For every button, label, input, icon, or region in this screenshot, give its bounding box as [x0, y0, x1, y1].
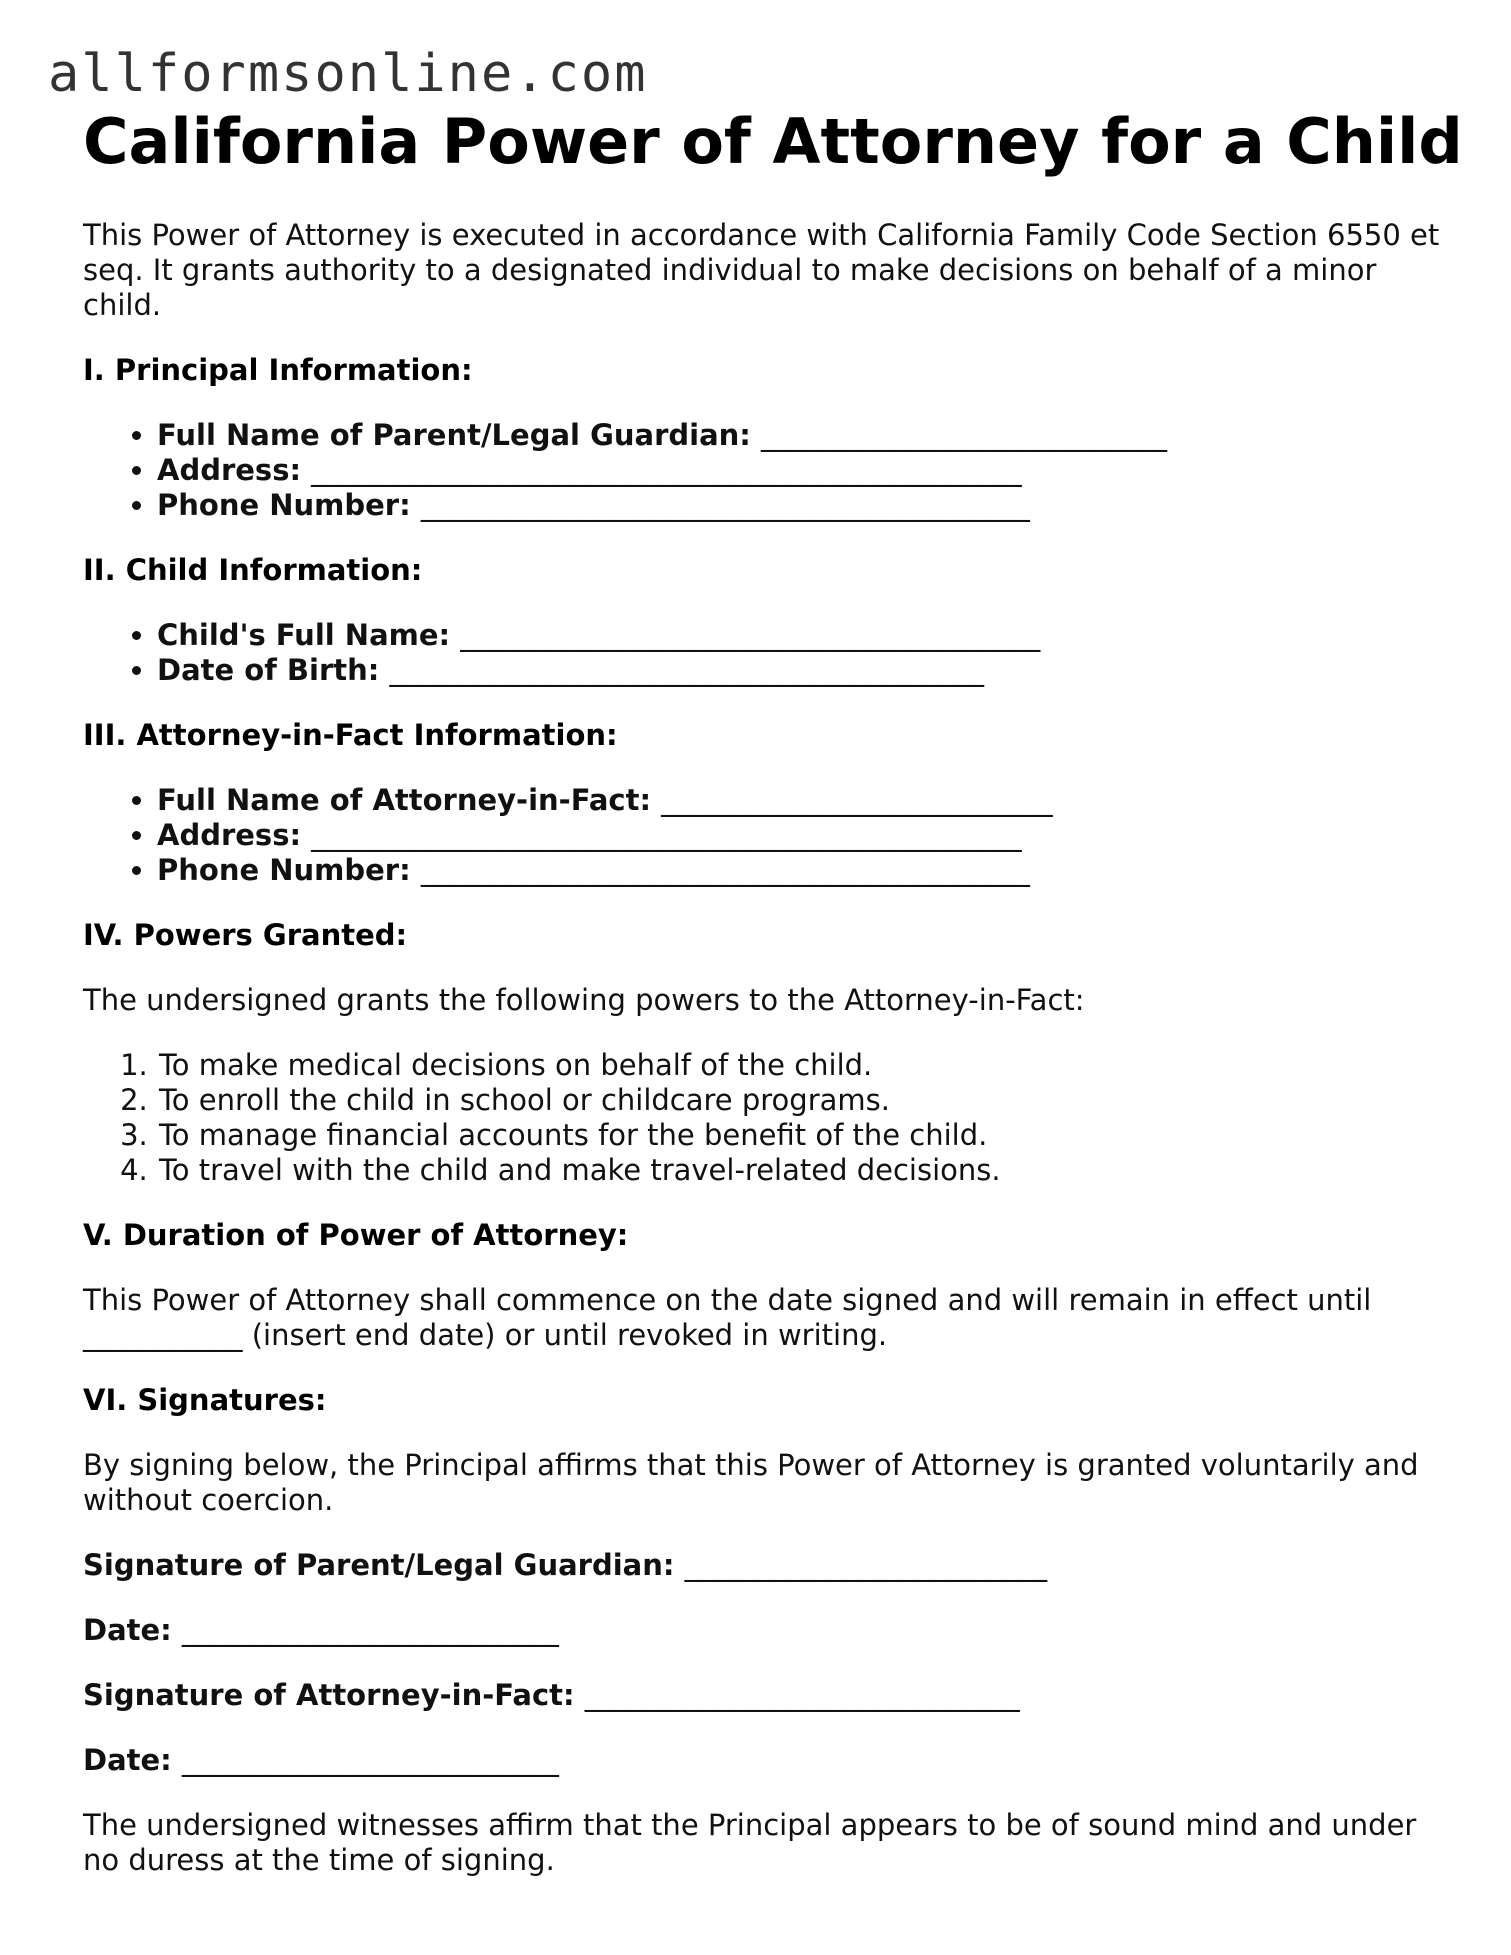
blank-line[interactable]: ________________________________________ — [460, 618, 1041, 652]
section-signatures-heading: VI. Signatures: — [83, 1383, 327, 1417]
section-child-heading: II. Child Information: — [83, 553, 423, 587]
section-attorney-heading: III. Attorney-in-Fact Information: — [83, 718, 618, 752]
field-label: Full Name of Attorney-in-Fact: — [157, 783, 652, 817]
blank-line[interactable]: ______________________________ — [584, 1678, 1020, 1712]
field-attorney-address[interactable] — [157, 818, 1443, 853]
list-item: 1. To make medical decisions on behalf of the child. — [157, 1048, 1443, 1083]
blank-line[interactable]: __________________________ — [181, 1613, 559, 1647]
blank-line[interactable]: _________________________ — [684, 1548, 1048, 1582]
child-fields-list — [83, 618, 1443, 688]
section-principal-heading: I. Principal Information: — [83, 353, 473, 387]
witness-text: The undersigned witnesses affirm that the Principal appears to be of sound mind and under no duress at the time of signing. — [83, 1808, 1417, 1877]
watermark: allformsonline.com — [48, 44, 648, 104]
date-attorney[interactable] — [83, 1743, 1443, 1778]
document-title: California Power of Attorney for a Child — [83, 105, 1463, 178]
list-item: 3. To manage financial accounts for the benefit of the child. — [157, 1118, 1443, 1153]
field-parent-name[interactable] — [157, 418, 1443, 453]
field-label: Date: — [83, 1613, 172, 1647]
list-item: 4. To travel with the child and make travel-related decisions. — [157, 1153, 1443, 1188]
signature-parent[interactable] — [83, 1548, 1443, 1583]
blank-line[interactable]: _________________________________________________ — [311, 818, 1022, 852]
section-duration-heading: V. Duration of Power of Attorney: — [83, 1218, 629, 1252]
blank-line[interactable]: __________________________________________ — [420, 488, 1030, 522]
blank-line[interactable]: _________________________________________ — [389, 653, 984, 687]
field-label: Address: — [157, 818, 302, 852]
field-label: Date: — [83, 1743, 172, 1777]
intro-paragraph: This Power of Attorney is executed in accordance with California Family Code Section 6550 et seq. It grants authority to a designated individual to make decisions on behalf of a minor child. — [83, 218, 1440, 322]
field-attorney-name[interactable] — [157, 783, 1443, 818]
blank-line[interactable]: ____________________________ — [761, 418, 1168, 452]
blank-line[interactable]: ___________________________ — [661, 783, 1053, 817]
blank-line[interactable]: __________________________________________ — [420, 853, 1030, 887]
blank-line[interactable]: __________________________ — [181, 1743, 559, 1777]
field-label: Signature of Attorney-in-Fact: — [83, 1678, 575, 1712]
field-attorney-phone[interactable] — [157, 853, 1443, 888]
field-label: Phone Number: — [157, 488, 411, 522]
field-label: Phone Number: — [157, 853, 411, 887]
field-label: Signature of Parent/Legal Guardian: — [83, 1548, 675, 1582]
principal-fields-list — [83, 418, 1443, 523]
field-label: Full Name of Parent/Legal Guardian: — [157, 418, 751, 452]
powers-intro: The undersigned grants the following powers to the Attorney-in-Fact: — [83, 983, 1085, 1017]
field-label: Child's Full Name: — [157, 618, 451, 652]
signatures-text: By signing below, the Principal affirms that this Power of Attorney is granted voluntarily and without coercion. — [83, 1448, 1419, 1517]
field-label: Address: — [157, 453, 302, 487]
field-parent-phone[interactable] — [157, 488, 1443, 523]
field-label: Date of Birth: — [157, 653, 380, 687]
section-powers-heading: IV. Powers Granted: — [83, 918, 408, 952]
field-parent-address[interactable] — [157, 453, 1443, 488]
field-child-dob[interactable] — [157, 653, 1443, 688]
document-page — [83, 104, 1463, 1878]
field-child-name[interactable] — [157, 618, 1443, 653]
blank-line[interactable]: _________________________________________________ — [311, 453, 1022, 487]
powers-list — [83, 1048, 1443, 1188]
attorney-fields-list — [83, 783, 1443, 888]
list-item: 2. To enroll the child in school or childcare programs. — [157, 1083, 1443, 1118]
date-parent[interactable] — [83, 1613, 1443, 1648]
duration-text: This Power of Attorney shall commence on the date signed and will remain in effect until ___________ (insert end date) or until revoked in writing. — [83, 1283, 1372, 1352]
signature-attorney[interactable] — [83, 1678, 1443, 1713]
